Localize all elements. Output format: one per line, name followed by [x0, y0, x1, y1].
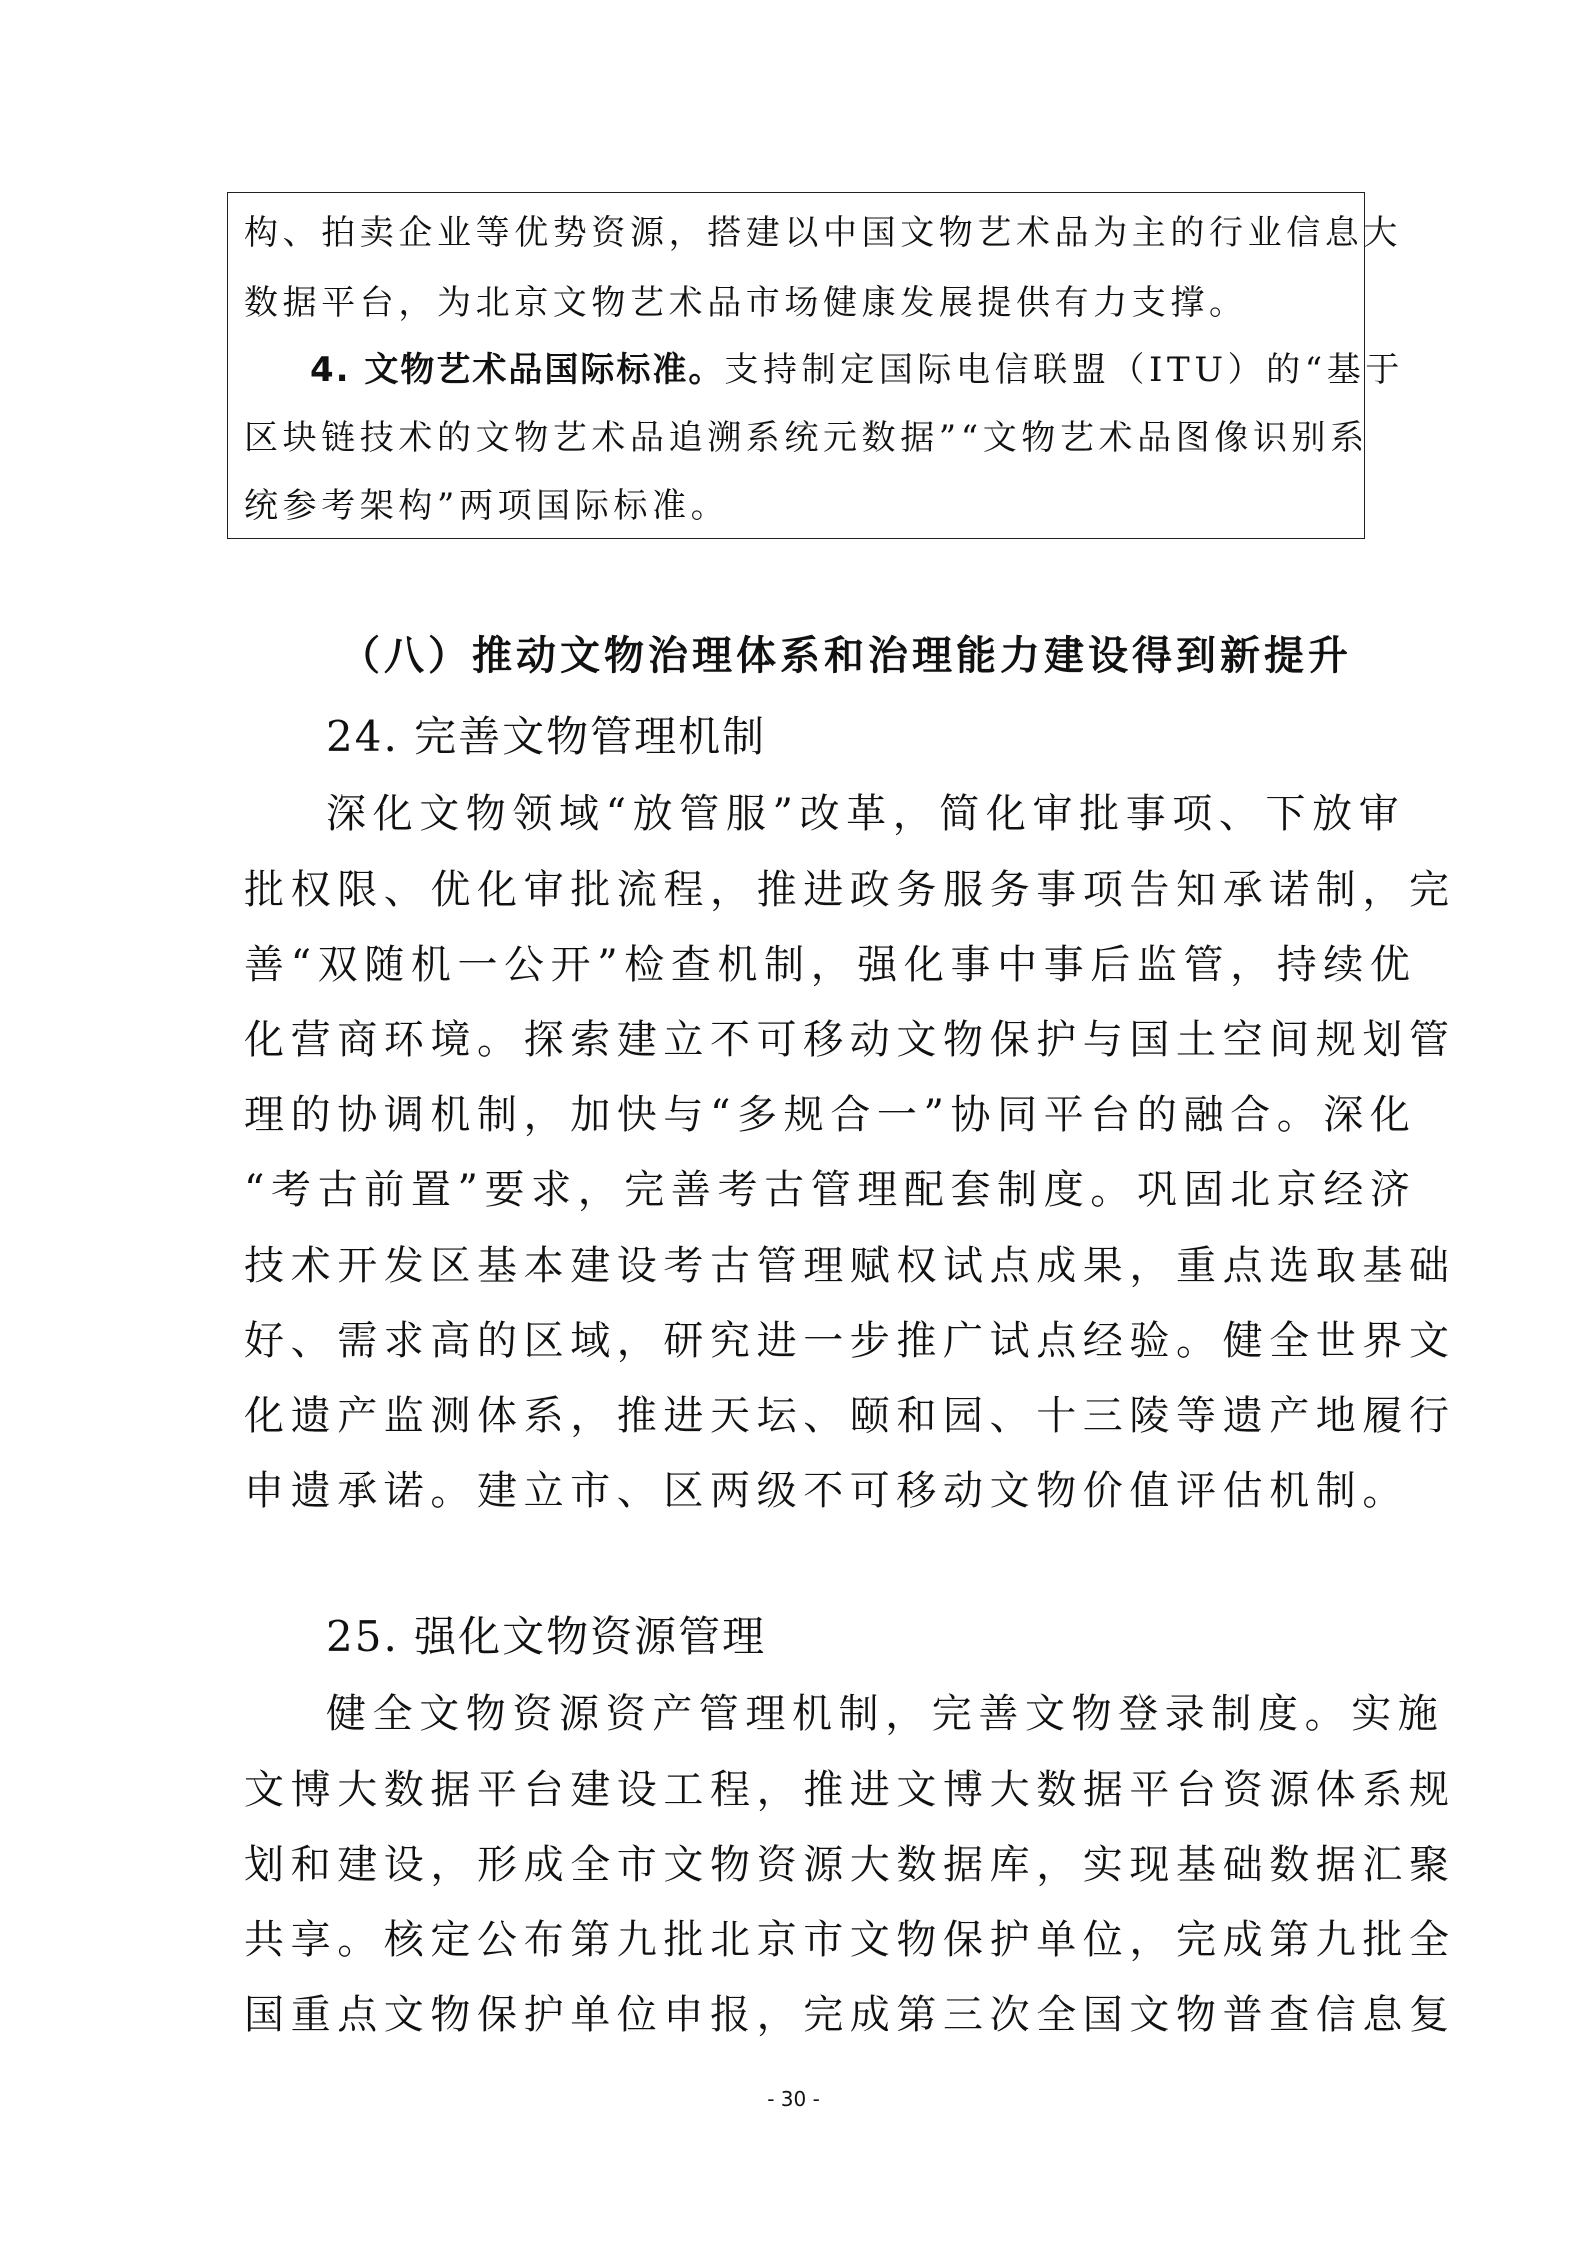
paragraph-line: 技术开发区基本建设考古管理赋权试点成果，重点选取基础: [244, 1243, 1456, 1289]
paragraph-line: 理的协调机制，加快与“多规合一”协同平台的融合。深化: [244, 1092, 1417, 1138]
box-line: 构、拍卖企业等优势资源，搭建以中国文物艺术品为主的行业信息大: [244, 213, 1402, 253]
paragraph-line: 化营商环境。探索建立不可移动文物保护与国土空间规划管: [244, 1017, 1456, 1063]
paragraph-line: 划和建设，形成全市文物资源大数据库，实现基础数据汇聚: [244, 1842, 1456, 1888]
boxed-section: [227, 192, 1404, 539]
paragraph-line: 健全文物资源资产管理机制，完善文物登录制度。实施: [326, 1691, 1445, 1737]
paragraph-line: 批权限、优化审批流程，推进政务服务事项告知承诺制，完: [244, 867, 1456, 913]
page-number: - 30 -: [767, 2087, 820, 2111]
paragraph-line: “考古前置”要求，完善考古管理配套制度。巩固北京经济: [244, 1167, 1417, 1213]
box-line: 区块链技术的文物艺术品追溯系统元数据”“文物艺术品图像识别系: [244, 418, 1369, 458]
paragraph-line: 国重点文物保护单位申报，完成第三次全国文物普查信息复: [244, 1992, 1456, 2038]
box-item-4: [310, 350, 1404, 390]
paragraph-line: 化遗产监测体系，推进天坛、颐和园、十三陵等遗产地履行: [244, 1393, 1456, 1439]
box-item-4-title: 4. 文物艺术品国际标准。: [310, 350, 725, 390]
box-line: 统参考架构”两项国际标准。: [244, 486, 730, 526]
paragraph-line: 好、需求高的区域，研究进一步推广试点经验。健全世界文: [244, 1318, 1456, 1364]
paragraph-line: 申遗承诺。建立市、区两级不可移动文物价值评估机制。: [244, 1468, 1409, 1514]
item-heading-24: 24. 完善文物管理机制: [326, 712, 767, 761]
paragraph-line: 文博大数据平台建设工程，推进文博大数据平台资源体系规: [244, 1767, 1456, 1813]
paragraph-line: 共享。核定公布第九批北京市文物保护单位，完成第九批全: [244, 1917, 1456, 1963]
box-line: 数据平台，为北京文物艺术品市场健康发展提供有力支撑。: [244, 283, 1248, 323]
paragraph-line: 深化文物领域“放管服”改革，简化审批事项、下放审: [326, 791, 1406, 837]
section-heading: （八）推动文物治理体系和治理能力建设得到新提升: [340, 633, 1352, 679]
item-heading-25: 25. 强化文物资源管理: [326, 1612, 767, 1661]
box-item-4-text: 支持制定国际电信联盟（ITU）的“基于: [724, 350, 1404, 390]
paragraph-line: 善“双随机一公开”检查机制，强化事中事后监管，持续优: [244, 942, 1417, 988]
